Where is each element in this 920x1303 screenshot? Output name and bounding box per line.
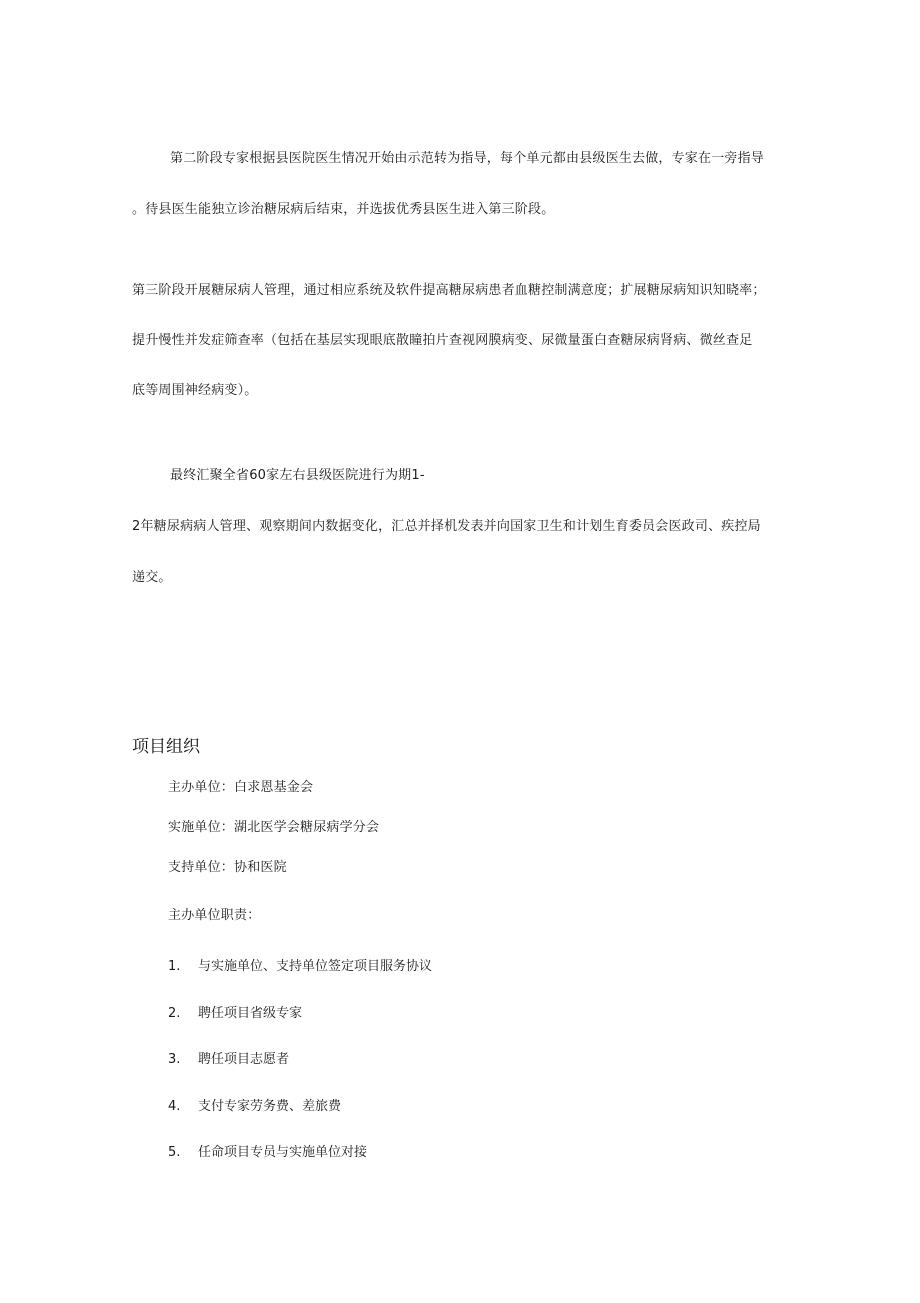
duty-item (168, 1051, 289, 1069)
duty-number: 4. (168, 1099, 181, 1114)
duty-item (168, 958, 432, 976)
sponsor-line: 主办单位：白求恩基金会 (168, 780, 314, 795)
paragraph-2-line-1: 第三阶段开展糖尿病人管理，通过相应系统及软件提高糖尿病患者血糖控制满意度；扩展糖尿病知识知晓率； (132, 283, 766, 298)
duty-item (168, 1098, 341, 1116)
duty-text: 任命项目专员与实施单位对接 (198, 1145, 368, 1160)
paragraph-3-line-2: 2年糖尿病病人管理、观察期间内数据变化，汇总并择机发表并向国家卫生和计划生育委员会医政司、疾控局 (132, 519, 761, 534)
implementer-line: 实施单位：湖北医学会糖尿病学分会 (168, 820, 380, 835)
paragraph-2-line-3: 底等周围神经病变）。 (132, 383, 258, 398)
duty-text: 聘任项目志愿者 (198, 1052, 290, 1067)
duty-number: 3. (168, 1052, 181, 1067)
duty-number: 1. (168, 959, 181, 974)
section-heading: 项目组织 (132, 737, 200, 757)
duty-number: 5. (168, 1145, 181, 1160)
duty-text: 与实施单位、支持单位签定项目服务协议 (198, 959, 433, 974)
duty-text: 聘任项目省级专家 (198, 1006, 303, 1021)
duties-heading: 主办单位职责： (168, 908, 261, 923)
paragraph-1-line-1: 第二阶段专家根据县医院医生情况开始由示范转为指导，每个单元都由县级医生去做，专家在一旁指导 (170, 151, 765, 166)
duty-number: 2. (168, 1006, 181, 1021)
duty-item (168, 1144, 367, 1162)
paragraph-3-line-1: 最终汇聚全省60家左右县级医院进行为期1- (170, 468, 425, 483)
duty-text: 支付专家劳务费、差旅费 (198, 1099, 342, 1114)
duty-item (168, 1005, 302, 1023)
paragraph-3-line-3: 递交。 (132, 570, 172, 585)
paragraph-2-line-2: 提升慢性并发症筛查率（包括在基层实现眼底散瞳拍片查视网膜病变、尿微量蛋白查糖尿病肾病、微丝查足 (132, 333, 753, 348)
paragraph-1-line-2: 。待县医生能独立诊治糖尿病后结束，并选拔优秀县医生进入第三阶段。 (132, 202, 555, 217)
supporter-line: 支持单位：协和医院 (168, 860, 287, 875)
